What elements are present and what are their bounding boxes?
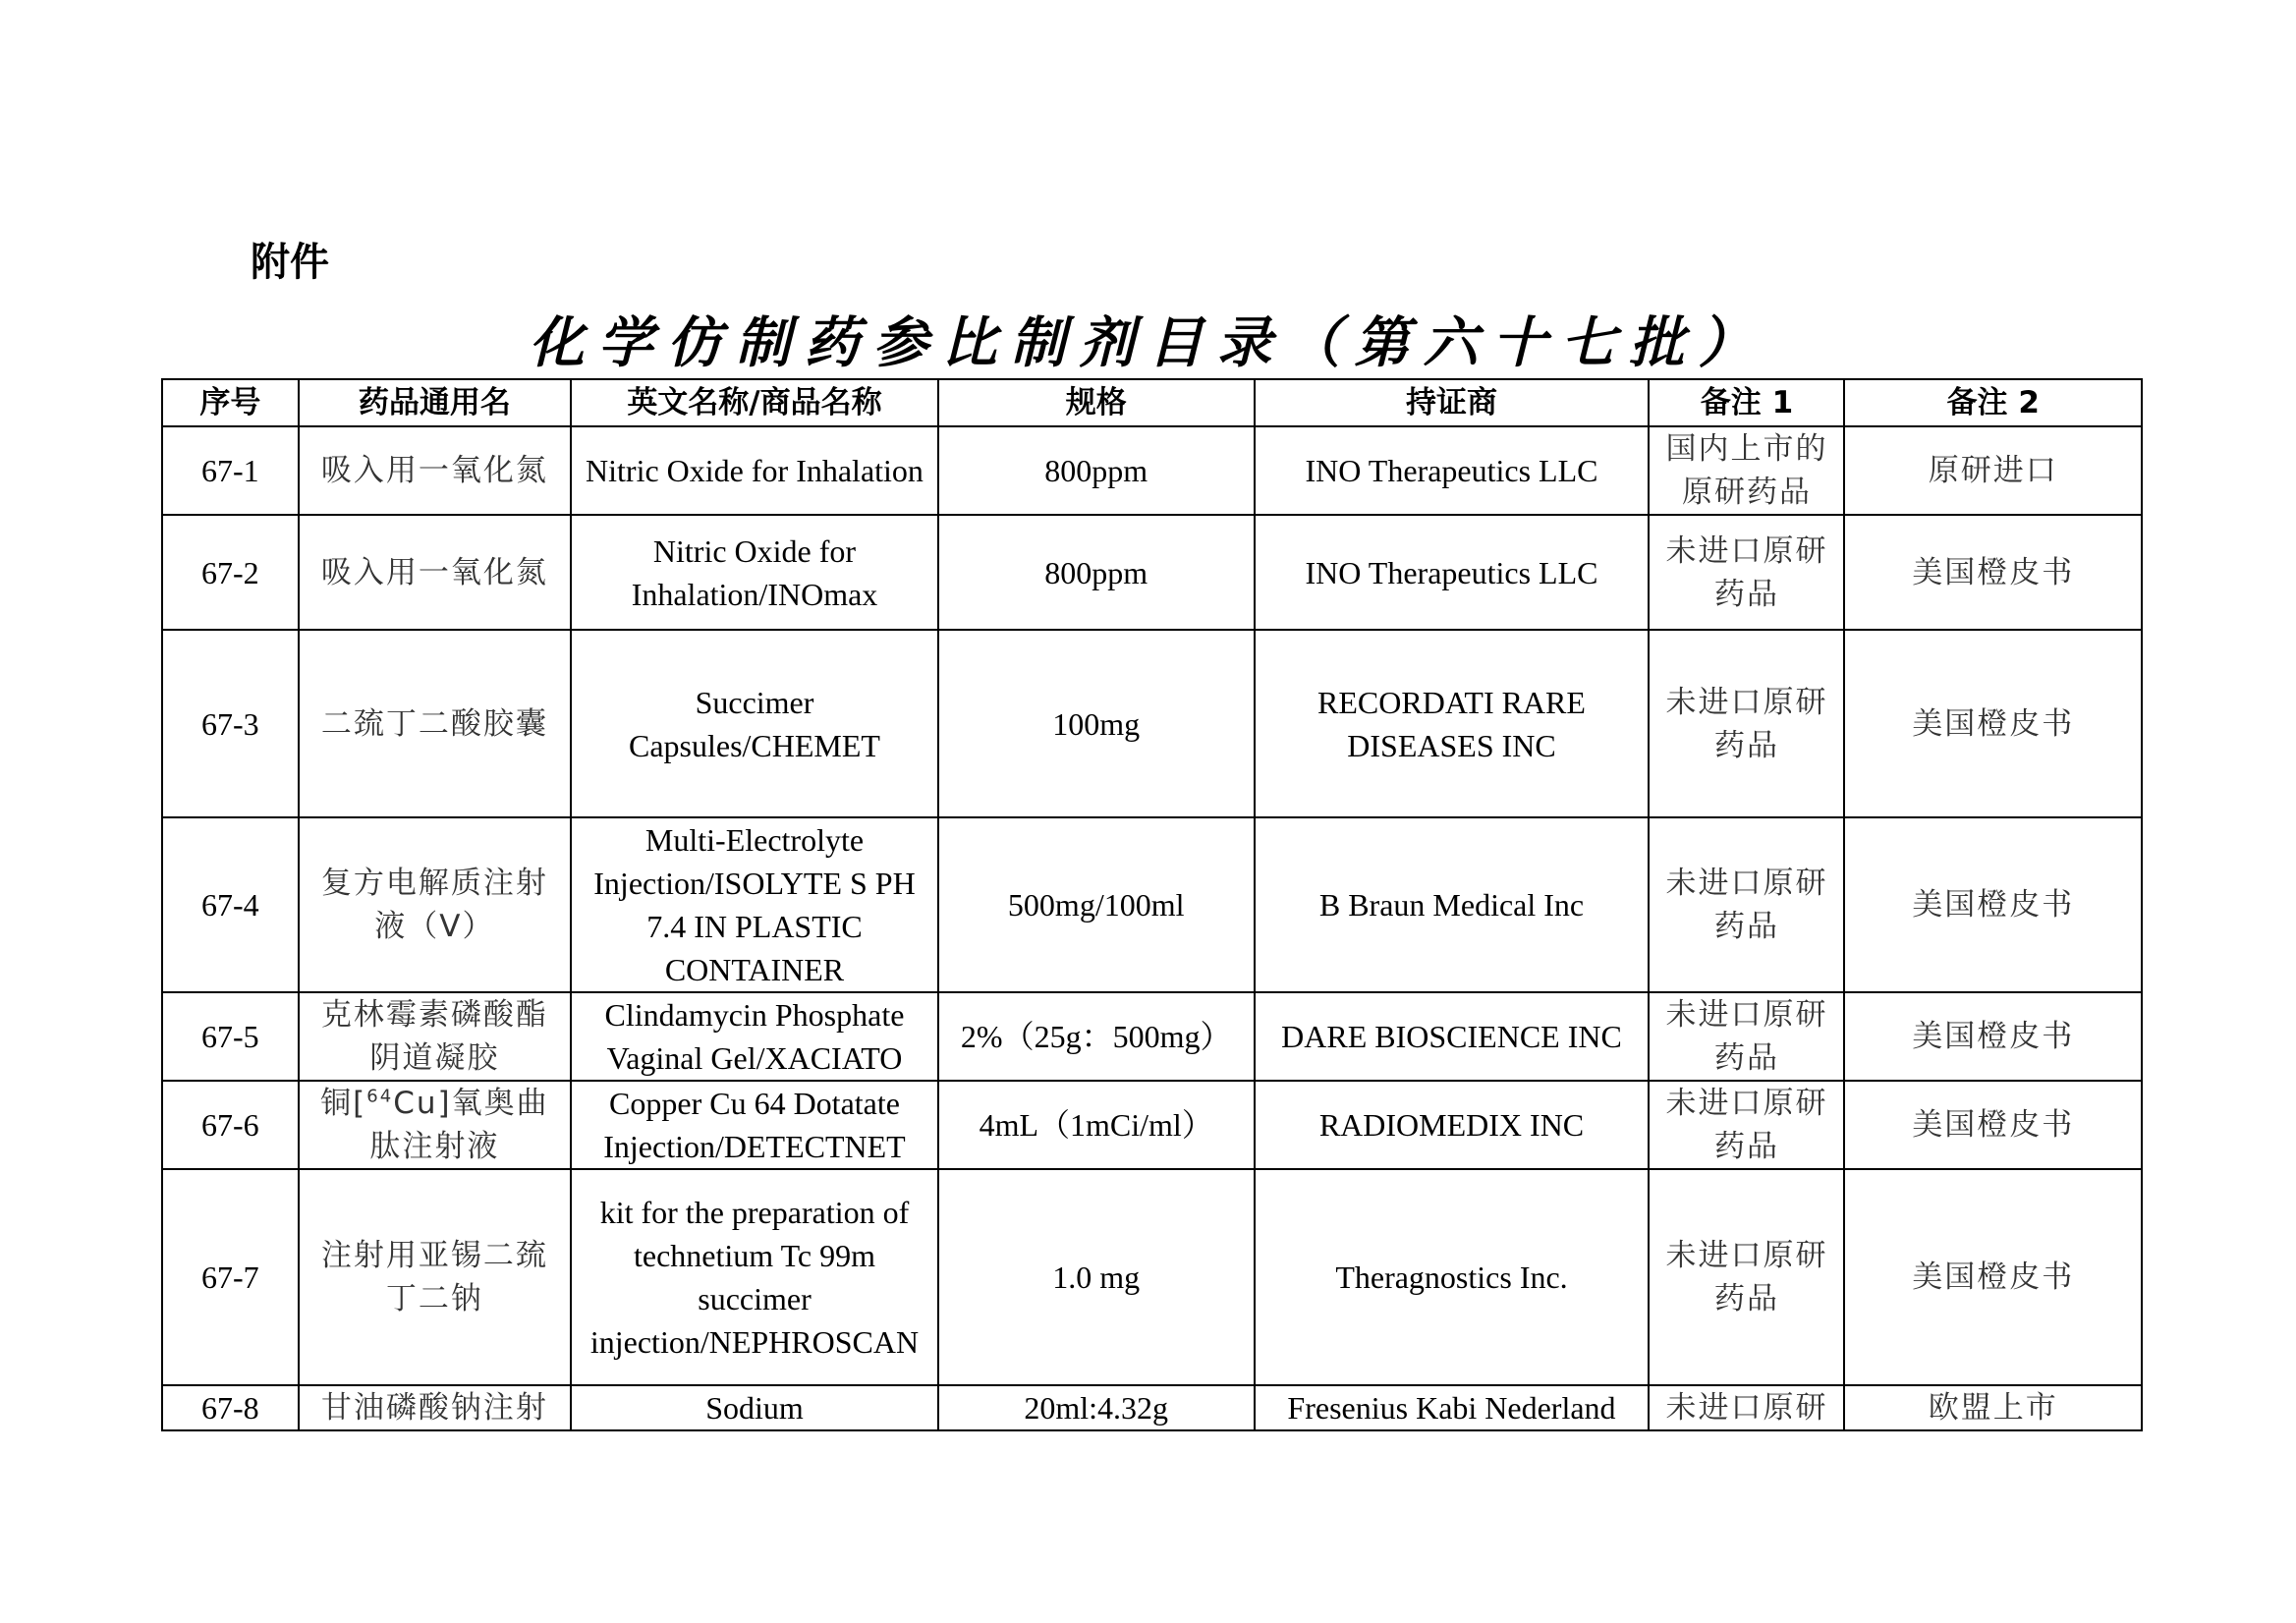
row-note2: 美国橙皮书 [1844,1081,2142,1169]
row-holder: INO Therapeutics LLC [1255,515,1650,630]
table-row [162,1169,2142,1385]
header-note1: 备注 1 [1649,379,1844,426]
row-english-name: Nitric Oxide for Inhalation [571,426,938,515]
row-english-name: Sodium [571,1385,938,1430]
row-spec: 500mg/100ml [938,817,1255,992]
table-row [162,992,2142,1081]
row-no: 67-2 [162,515,299,630]
reference-drug-table [161,378,2143,1431]
table-header-row [162,379,2142,426]
row-no: 67-4 [162,817,299,992]
row-generic-name: 甘油磷酸钠注射 [299,1385,571,1430]
row-holder: RECORDATI RARE DISEASES INC [1255,630,1650,817]
header-english-name: 英文名称/商品名称 [571,379,938,426]
row-note2: 美国橙皮书 [1844,992,2142,1081]
row-spec: 2%（25g：500mg） [938,992,1255,1081]
row-generic-name: 铜[$^{64}$Cu]氧奥曲肽注射液 [299,1081,571,1169]
row-spec: 20ml:4.32g [938,1385,1255,1430]
row-generic-name: 吸入用一氧化氮 [299,515,571,630]
page-title: 化学仿制药参比制剂目录（第六十七批） [529,310,1767,375]
row-no: 67-1 [162,426,299,515]
row-note2: 美国橙皮书 [1844,817,2142,992]
row-english-name: Succimer Capsules/CHEMET [571,630,938,817]
row-english-name: Copper Cu 64 Dotatate Injection/DETECTNET [571,1081,938,1169]
header-spec: 规格 [938,379,1255,426]
row-note1: 未进口原研 [1649,1385,1844,1430]
row-note1: 国内上市的原研药品 [1649,426,1844,515]
row-holder: DARE BIOSCIENCE INC [1255,992,1650,1081]
row-note2: 美国橙皮书 [1844,515,2142,630]
row-note1: 未进口原研药品 [1649,992,1844,1081]
row-note1: 未进口原研药品 [1649,1081,1844,1169]
header-note2: 备注 2 [1844,379,2142,426]
table-row [162,1385,2142,1430]
row-note1: 未进口原研药品 [1649,515,1844,630]
row-generic-name: 克林霉素磷酸酯阴道凝胶 [299,992,571,1081]
row-note2: 美国橙皮书 [1844,630,2142,817]
row-generic-name: 二巯丁二酸胶囊 [299,630,571,817]
header-no: 序号 [162,379,299,426]
row-english-name: kit for the preparation of technetium Tc 99m succimer injection/NEPHROSCAN [571,1169,938,1385]
row-note2: 欧盟上市 [1844,1385,2142,1430]
header-holder: 持证商 [1255,379,1650,426]
row-generic-name: 复方电解质注射液（Ⅴ） [299,817,571,992]
row-spec: 800ppm [938,426,1255,515]
row-no: 67-3 [162,630,299,817]
row-note1: 未进口原研药品 [1649,817,1844,992]
table-row [162,817,2142,992]
row-generic-name: 吸入用一氧化氮 [299,426,571,515]
row-note2: 原研进口 [1844,426,2142,515]
row-note1: 未进口原研药品 [1649,630,1844,817]
attachment-label: 附件 [251,240,329,285]
row-spec: 100mg [938,630,1255,817]
row-no: 67-8 [162,1385,299,1430]
row-holder: Fresenius Kabi Nederland [1255,1385,1650,1430]
table-row [162,515,2142,630]
row-note2: 美国橙皮书 [1844,1169,2142,1385]
header-generic-name: 药品通用名 [299,379,571,426]
row-english-name: Multi-Electrolyte Injection/ISOLYTE S PH 7.4 IN PLASTIC CONTAINER [571,817,938,992]
row-no: 67-5 [162,992,299,1081]
row-holder: B Braun Medical Inc [1255,817,1650,992]
table-row [162,426,2142,515]
row-no: 67-6 [162,1081,299,1169]
row-generic-name: 注射用亚锡二巯丁二钠 [299,1169,571,1385]
row-holder: RADIOMEDIX INC [1255,1081,1650,1169]
table-row [162,1081,2142,1169]
row-english-name: Nitric Oxide for Inhalation/INOmax [571,515,938,630]
row-spec: 1.0 mg [938,1169,1255,1385]
row-note1: 未进口原研药品 [1649,1169,1844,1385]
row-english-name: Clindamycin Phosphate Vaginal Gel/XACIATO [571,992,938,1081]
row-no: 67-7 [162,1169,299,1385]
row-holder: INO Therapeutics LLC [1255,426,1650,515]
table-row [162,630,2142,817]
row-spec: 800ppm [938,515,1255,630]
row-holder: Theragnostics Inc. [1255,1169,1650,1385]
row-spec: 4mL（1mCi/ml） [938,1081,1255,1169]
